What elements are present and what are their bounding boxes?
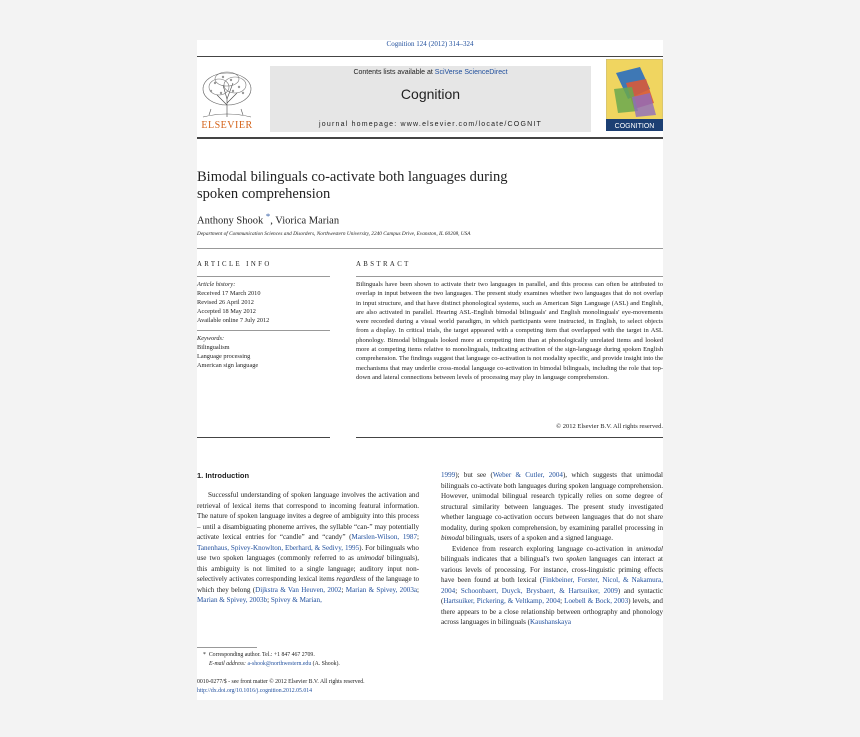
sciencedirect-link[interactable]: SciVerse ScienceDirect bbox=[434, 69, 508, 76]
abstract-rule bbox=[356, 276, 663, 277]
journal-cover-image bbox=[606, 59, 663, 131]
author-name: Viorica Marian bbox=[275, 215, 340, 227]
article-history: Article history: Received 17 March 2010 Revised 26 April 2012 Accepted 18 May 2012 Available online 7 July 2012 bbox=[197, 281, 270, 324]
paragraph: Successful understanding of spoken language involves the activation and retrieval of lexical items that correspond to incoming featural information. The nature of spoken language invites a degree of ambiguity into this process – until a disambiguating phoneme arrives, the syllable “can-” may potentially activate lexical entries for “candle” and “candy” (Marslen-Wilson, 1987; Tanenhaus, Spivey-Knowlton, Eberhard, & Sedivy, 1995). For bilinguals who use two spoken languages (commonly referred to as unimodal bilinguals), this ambiguity is not limited to a single language; auditory input non-selectively activates corresponding lexical items regardless of the language to which they belong (Dijkstra & Van Heuven, 2002; Marian & Spivey, 2003a; Marian & Spivey, 2003b; Spivey & Marian, bbox=[197, 491, 420, 604]
citation-link[interactable]: Tanenhaus, Spivey-Knowlton, Eberhard, & Sedivy, 1995 bbox=[197, 543, 360, 552]
paragraph: Evidence from research exploring language co-activation in unimodal bilinguals indicates that a bilingual's two spoken languages can interact at various levels of processing. For instance, cross-linguistic priming effects have been found at both lexical (Finkbeiner, Forster, Nicol, & Nakamura, 2004; Schoonbaert, Duyck, Brysbaert, & Hartsuiker, 2009) and syntactic (Hartsuiker, Pickering, & Veltkamp, 2004; Loebell & Bock, 2003) levels, and there appears to be a close relationship between orthography and phonology across languages in bilinguals (Kaushanskaya bbox=[441, 544, 663, 626]
contents-line: Contents lists available at SciVerse ScienceDirect bbox=[353, 69, 508, 76]
footnote-rule bbox=[197, 647, 257, 648]
citation-link[interactable]: Marian & Spivey, 2003b bbox=[197, 596, 268, 604]
email-link[interactable]: a-shook@northwestern.edu bbox=[247, 661, 312, 667]
elsevier-wordmark: ELSEVIER bbox=[201, 120, 253, 131]
cover-label: COGNITION bbox=[614, 123, 655, 130]
citation-link[interactable]: Spivey & Marian, bbox=[270, 596, 322, 604]
info-rule bbox=[197, 276, 330, 277]
abstract-bottom-rule bbox=[197, 437, 663, 438]
history-rule bbox=[197, 330, 330, 331]
citation-link[interactable]: Marslen-Wilson, 1987 bbox=[351, 533, 418, 541]
rule-gap bbox=[330, 433, 356, 441]
paragraph: 1999); but see (Weber & Cutler, 2004), which suggests that unimodal bilinguals co-activate both languages during spoken language comprehension. However, unimodal bilingual research typically relies on some degree of structural similarity between languages. The present study investigated whether language co-activation occurs between languages that do not share modality, during spoken comprehension, by examining parallel processing in bimodal bilinguals, users of a spoken and a signed language. bbox=[441, 471, 663, 542]
abstract-text: Bilinguals have been shown to activate their two languages in parallel, and this process can often be attributed to overlap in input between the two languages. The present study examines whether two languages that do not overlap in input structure, and that have distinct phonological systems, such as American Sign Language (ASL) and English, are also activated in parallel. Hearing ASL-English bimodal bilinguals' and English monolinguals' eye-movements were recorded during a visual world paradigm, in which participants were instructed, in English, to select objects from a display. In critical trials, the target appeared with a competing item that overlapped with the target in ASL phonology. Bimodal bilinguals looked more at competing item than at phonologically unrelated items and looked more at competing items relative to monolinguals, indicating activation of the sign-language during spoken English comprehension. The findings suggest that language co-activation is not modality specific, and provide insight into the mechanisms that may underlie cross-modal language co-activation in bimodal bilinguals, including the role that top-down and lateral connections between levels of processing may play in language comprehension. bbox=[356, 281, 663, 381]
abstract-copyright: © 2012 Elsevier B.V. All rights reserved. bbox=[556, 423, 663, 430]
top-rule bbox=[197, 56, 663, 57]
citation-link[interactable]: Schoonbaert, Duyck, Brysbaert, & Hartsuiker, 2009 bbox=[460, 586, 618, 595]
affiliation-rule bbox=[197, 248, 663, 249]
citation-link[interactable]: Weber & Cutler, 2004 bbox=[492, 471, 563, 479]
citation-link[interactable]: Dijkstra & Van Heuven, 2002 bbox=[255, 585, 342, 594]
issn-line: 0010-0277/$ - see front matter © 2012 Elsevier B.V. All rights reserved. bbox=[197, 679, 365, 685]
journal-citation[interactable]: Cognition 124 (2012) 314–324 bbox=[386, 40, 474, 48]
corresponding-footnote: * Corresponding author. Tel.: +1 847 467 2709. E-mail address: a-shook@northwestern.edu (A. Shook). bbox=[203, 652, 340, 667]
keyword: American sign language bbox=[197, 362, 259, 369]
citation-link[interactable]: Kaushanskaya bbox=[530, 618, 572, 626]
citation-link[interactable]: Loebell & Bock, 2003 bbox=[564, 597, 629, 605]
publication-info bbox=[197, 678, 437, 696]
paper-title: Bimodal bilinguals co-activate both languages during spoken comprehension bbox=[197, 169, 508, 202]
abstract-heading: ABSTRACT bbox=[356, 261, 411, 268]
header-bottom-rule bbox=[197, 137, 663, 139]
author-affiliation: Department of Communication Sciences and Disorders, Northwestern University, 2240 Campus Drive, Evanston, IL 60208, USA bbox=[197, 231, 471, 237]
keyword: Language processing bbox=[197, 353, 251, 360]
article-info-heading: ARTICLE INFO bbox=[197, 261, 272, 268]
journal-name: Cognition bbox=[400, 86, 461, 102]
citation-link[interactable]: Finkbeiner, Forster, Nicol, & Nakamura, 2004 bbox=[441, 576, 663, 595]
section-heading: 1. Introduction bbox=[197, 471, 250, 480]
intro-left-column bbox=[197, 490, 419, 606]
article-page bbox=[197, 40, 663, 700]
author-name: Anthony Shook bbox=[197, 215, 264, 227]
journal-homepage[interactable]: journal homepage: www.elsevier.com/locate/COGNIT bbox=[319, 121, 542, 128]
keywords: Keywords: Bilingualism Language processing American sign language bbox=[197, 334, 330, 370]
citation-link[interactable]: 1999 bbox=[441, 471, 456, 479]
doi-link[interactable]: http://dx.doi.org/10.1016/j.cognition.2012.05.014 bbox=[197, 688, 313, 694]
citation-link[interactable]: Hartsuiker, Pickering, & Veltkamp, 2004 bbox=[443, 597, 561, 605]
citation-link[interactable]: Marian & Spivey, 2003a bbox=[345, 585, 418, 594]
keyword: Bilingualism bbox=[197, 344, 230, 351]
intro-right-column bbox=[441, 470, 663, 628]
journal-banner bbox=[270, 66, 591, 132]
author-list: Anthony Shook *, Viorica Marian bbox=[197, 211, 340, 227]
corresponding-author-mark[interactable]: * bbox=[265, 211, 271, 221]
